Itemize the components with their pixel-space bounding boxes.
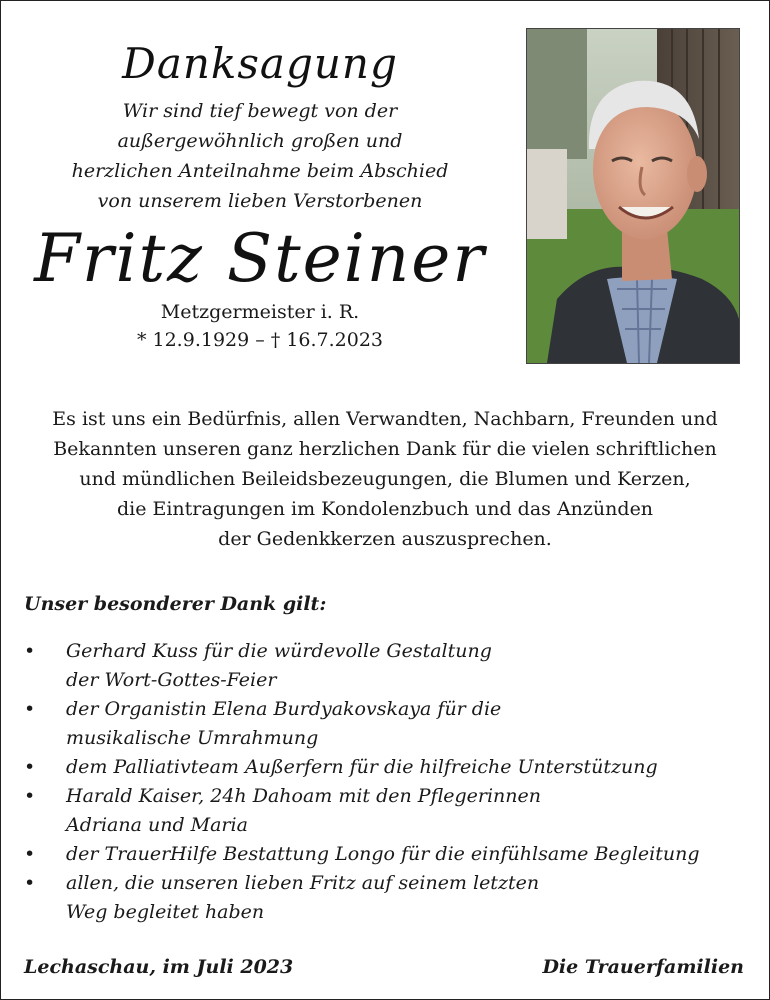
thank-you-text	[20, 404, 750, 554]
list-item	[24, 840, 744, 869]
bullet-icon: •	[24, 640, 36, 662]
list-item	[24, 753, 744, 782]
place-date: Lechaschau, im Juli 2023	[24, 956, 294, 978]
list-item	[24, 869, 744, 927]
notice-title: Danksagung	[122, 39, 398, 88]
signature: Die Trauerfamilien	[542, 956, 744, 978]
intro-line: Wir sind tief bewegt von der	[122, 100, 398, 122]
bullet-icon: •	[24, 698, 36, 720]
list-item-line: musikalische Umrahmung	[66, 727, 319, 749]
special-thanks-heading: Unser besonderer Dank gilt:	[24, 593, 327, 615]
intro-line: außergewöhnlich großen und	[117, 130, 403, 152]
list-item-line: der TrauerHilfe Bestattung Longo für die einfühlsame Begleitung	[66, 843, 700, 865]
special-thanks-list	[24, 637, 744, 927]
list-item-line: Gerhard Kuss für die würdevolle Gestaltung	[66, 640, 492, 662]
intro-text	[20, 96, 500, 216]
list-item-line: allen, die unseren lieben Fritz auf seinem letzten	[66, 872, 540, 894]
intro-line: von unserem lieben Verstorbenen	[97, 190, 423, 212]
list-item-line: Harald Kaiser, 24h Dahoam mit den Pflegerinnen	[66, 785, 541, 807]
body-line: Es ist uns ein Bedürfnis, allen Verwandten, Nachbarn, Freunden und	[52, 408, 718, 430]
bullet-icon: •	[24, 872, 36, 894]
bullet-icon: •	[24, 843, 36, 865]
list-item-line: Adriana und Maria	[66, 814, 248, 836]
body-line: der Gedenkkerzen auszusprechen.	[218, 528, 552, 550]
bullet-icon: •	[24, 756, 36, 778]
body-line: die Eintragungen im Kondolenzbuch und das Anzünden	[116, 498, 654, 520]
list-item-line: der Organistin Elena Burdyakovskaya für die	[66, 698, 502, 720]
list-item	[24, 695, 744, 753]
life-dates: * 12.9.1929 – † 16.7.2023	[136, 329, 384, 351]
list-item-line: dem Palliativteam Außerfern für die hilfreiche Unterstützung	[66, 756, 658, 778]
list-item	[24, 782, 744, 840]
list-item-line: Weg begleitet haben	[66, 901, 265, 923]
deceased-name: Fritz Steiner	[34, 220, 486, 297]
bullet-icon: •	[24, 785, 36, 807]
notice-header	[20, 30, 500, 354]
profession: Metzgermeister i. R.	[160, 301, 360, 323]
body-line: Bekannten unseren ganz herzlichen Dank für die vielen schriftlichen	[53, 438, 717, 460]
portrait-photo	[526, 28, 740, 364]
list-item-line: der Wort-Gottes-Feier	[66, 669, 277, 691]
intro-line: herzlichen Anteilnahme beim Abschied	[71, 160, 449, 182]
list-item	[24, 637, 744, 695]
body-line: und mündlichen Beileidsbezeugungen, die Blumen und Kerzen,	[79, 468, 691, 490]
